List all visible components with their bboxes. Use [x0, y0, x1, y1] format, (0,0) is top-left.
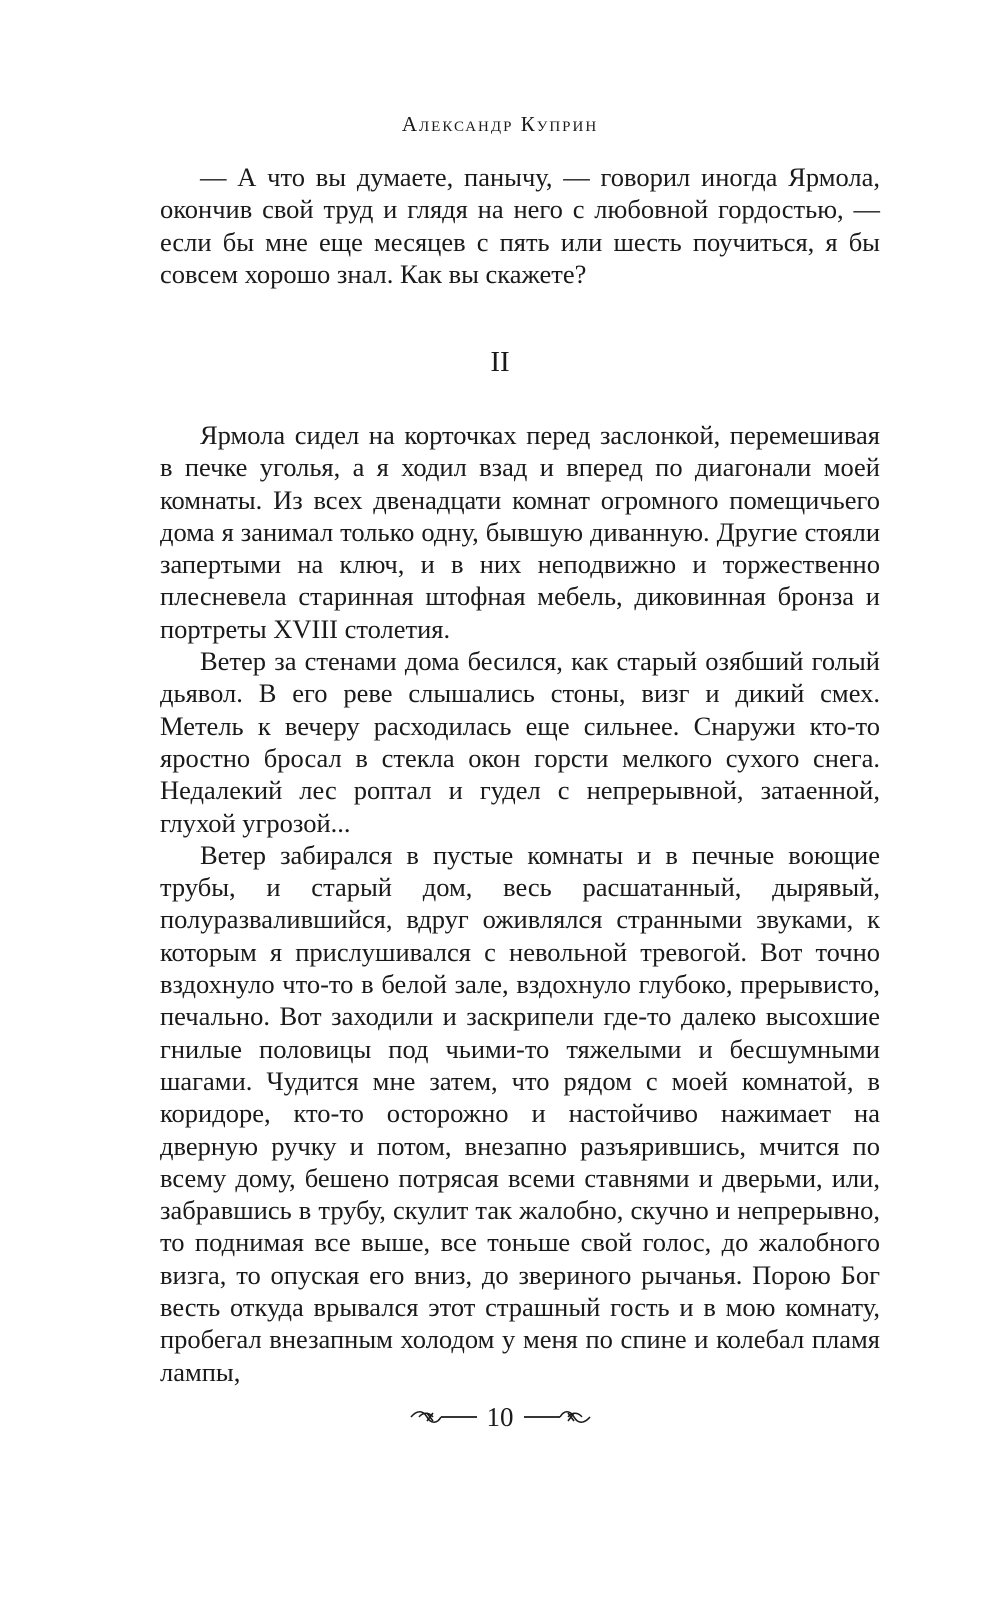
- vine-flourish-icon: [409, 1407, 479, 1427]
- vine-flourish-icon: [522, 1407, 592, 1427]
- text-block-intro: [160, 161, 880, 290]
- paragraph: Ярмола сидел на корточках перед заслонкой, перемешивая в печке уголья, а я ходил взад и вперед по диагонали моей комнаты. Из всех двенадцати комнат огромного помещичьего дома я занимал только одну, бывшую диванную. Другие стояли запертыми на ключ, и в них неподвижно и торжественно плесневела старинная штофная мебель, диковинная бронза и портреты XVIII столетия.: [160, 420, 880, 644]
- page-number: 10: [486, 1402, 514, 1432]
- page-footer: [0, 1397, 1000, 1437]
- running-head: Александр Куприн: [401, 112, 599, 136]
- paragraph: Ветер забирался в пустые комнаты и в печные воющие трубы, и старый дом, весь расшатанный, дырявый, полуразвалившийся, вдруг оживлялся странными звуками, к которым я прислушивался с невольной тревогой. Вот точно вздохнуло что-то в белой зале, вздохнуло глубоко, прерывисто, печально. Вот заходили и заскрипели где-то далеко высохшие гнилые половицы под чьими-то тяжелыми и бесшумными шагами. Чудится мне затем, что рядом с моей комнатой, в коридоре, кто-то осторожно и настойчиво нажимает на дверную ручку и потом, внезапно разъярившись, мчится по всему дому, бешено потрясая всеми ставнями и дверьми, или, забравшись в трубу, скулит так жалобно, скучно и непрерывно, то поднимая все выше, все тоньше свой голос, до жалобного визга, то опуская его вниз, до звериного рычанья. Порою Бог весть откуда врывался этот страшный гость и в мою комнату, пробегал внезапным холодом у меня по спине и колебал пламя лампы,: [160, 839, 880, 1387]
- text-block-main: [160, 419, 880, 1388]
- paragraph: Ветер за стенами дома бесился, как старый озябший голый дьявол. В его реве слышались стоны, визг и дикий смех. Метель к вечеру расходилась еще сильнее. Снаружи кто-то яростно бросал в стекла окон горсти мелкого сухого снега. Недалекий лес роптал и гудел с непрерывной, затаенной, глухой угрозой...: [160, 646, 880, 838]
- chapter-heading: II: [490, 346, 510, 378]
- paragraph-intro: — А что вы думаете, панычу, — говорил иногда Ярмола, окончив свой труд и глядя на него с любовной гордостью, — если бы мне еще месяцев с пять или шесть поучиться, я бы совсем хорошо знал. Как вы скажете?: [160, 162, 880, 289]
